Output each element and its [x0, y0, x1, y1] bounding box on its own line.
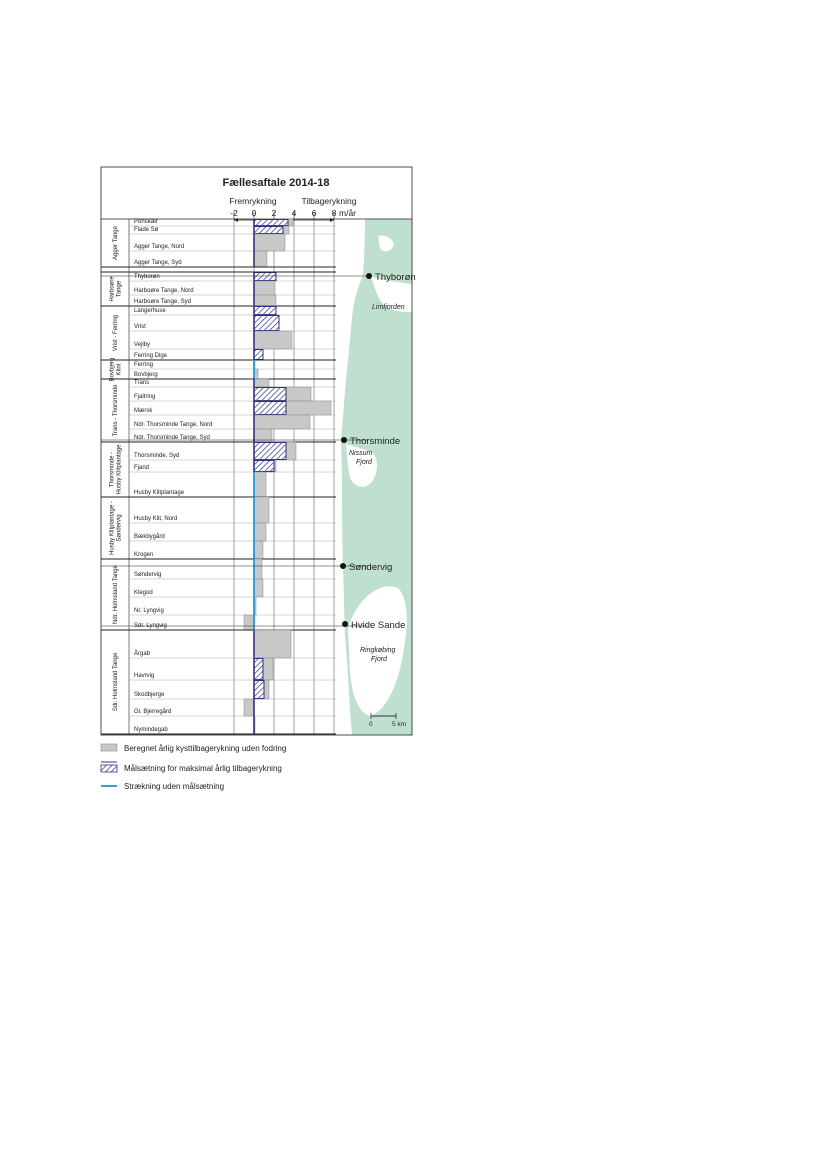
x-tick-label-4: 4: [291, 208, 297, 218]
water-nissum: Nissum: [349, 450, 373, 457]
erosion-bar-krogen: [254, 541, 263, 559]
group-label-line: Tange: [116, 280, 123, 298]
x-tick-label-6: 6: [311, 208, 317, 218]
segment-label-husby-klitplantage: Husby Klitplantage: [134, 490, 185, 496]
segment-label-fjaltring: Fjaltring: [134, 394, 156, 400]
target-bar-skodbjerge: [254, 681, 264, 699]
erosion-bar-agger-tange-nord: [254, 234, 285, 251]
thorsminde-dot: [341, 437, 347, 443]
place-thyboron: Thyborøn: [375, 272, 416, 283]
group-label-line: Husby Klitplantage: [116, 444, 123, 495]
x-tick-label--2: -2: [230, 208, 238, 218]
segment-label-skodbjerge: Skodbjerge: [134, 692, 165, 698]
group-label-line: Agger Tange: [113, 226, 119, 260]
group-label-line: Klint: [116, 363, 123, 376]
group-label-agger-tange: [113, 225, 119, 260]
erosion-bar-argab: [254, 630, 291, 658]
group-label-ndr-holmsland-tange: [113, 564, 119, 624]
place-thorsminde: Thorsminde: [350, 436, 401, 447]
target-bar-maersk: [254, 402, 286, 415]
group-label-bovbjerg-klint: [110, 358, 123, 382]
segment-label-gl-bjerregard: Gl. Bjerregård: [134, 709, 172, 715]
group-label-line: Harboøre: [109, 276, 116, 302]
target-bar-fjaltring: [254, 388, 286, 401]
water-limfjorden: Limfjorden: [372, 304, 405, 311]
segment-label-ferring: Ferring: [134, 362, 154, 368]
segment-label-vejlby: Vejlby: [134, 342, 151, 348]
legend-label-target: Målsætning for maksimal årlig tilbagerykning: [124, 764, 282, 773]
segment-label-flade-so: Flade Sø: [134, 227, 159, 233]
x-unit: m/år: [339, 208, 356, 218]
segment-label-argab: Årgab: [134, 651, 151, 657]
target-bar-fjand: [254, 461, 274, 472]
x-label-left: Fremrykning: [229, 196, 277, 206]
group-label-line: Søndervig: [116, 514, 123, 542]
segment-label-thorsminde-syd: Thorsminde, Syd: [134, 453, 180, 459]
chart-body: [101, 208, 368, 735]
chart-title: Fællesaftale 2014-18: [222, 177, 330, 189]
segment-label-bovbjerg: Bovbjerg: [134, 372, 158, 378]
x-tick-label-2: 2: [271, 208, 277, 218]
place-hvide-sande: Hvide Sande: [351, 620, 406, 631]
erosion-bar-agger-tange-syd: [254, 251, 267, 267]
water-ringkobing: Ringkøbing: [360, 647, 396, 654]
target-bar-langerhuse: [254, 307, 276, 315]
segment-label-ndr-thorsminde-tange-syd: Ndr. Thorsminde Tange, Syd: [134, 435, 210, 441]
erosion-bar-harboore-tange-syd: [254, 295, 276, 306]
place-sondervig: Søndervig: [349, 562, 393, 573]
group-label-sdr-holmsland-tange: [113, 652, 119, 711]
water-nissum-fjord: Fjord: [356, 459, 372, 466]
segment-label-krogen: Krogen: [134, 552, 154, 558]
target-bar-flade-so: [254, 227, 283, 234]
erosion-bar-sondervig: [254, 559, 262, 579]
group-label-harboore-tange: [110, 276, 123, 302]
target-bar-havrvig: [254, 659, 263, 680]
thyboron-dot: [366, 273, 372, 279]
segment-label-husby-klit-nord: Husby Klit, Nord: [134, 516, 178, 522]
erosion-bar-harboore-tange-nord: [254, 281, 275, 295]
hvide-sande-dot: [342, 621, 348, 627]
erosion-bar-klegod: [254, 579, 263, 597]
segment-label-harboore-tange-nord: Harboøre Tange, Nord: [134, 288, 194, 294]
segment-label-agger-tange-syd: Agger Tange, Syd: [134, 260, 182, 266]
erosion-bar-trans: [254, 379, 269, 387]
segment-label-ferring-dige: Ferring Dige: [134, 353, 168, 359]
segment-label-sondervig: Søndervig: [134, 572, 162, 578]
segment-label-ponskaer: Ponskær: [134, 219, 159, 225]
segment-label-nr-lyngvig: Nr. Lyngvig: [134, 608, 164, 614]
group-label-line: Ndr. Holmsland Tange: [113, 565, 119, 624]
group-label-vrist-ferring: [113, 315, 119, 351]
segment-label-ndr-thorsminde-tange-nord: Ndr. Thorsminde Tange, Nord: [134, 422, 213, 428]
target-bar-ferring-dige: [254, 350, 263, 360]
segment-label-nymindegab: Nymindegab: [134, 727, 168, 733]
segment-label-klegod: Klegod: [134, 590, 153, 596]
group-label-line: Trans - Thorsminde: [113, 384, 119, 437]
segment-label-harboore-tange-syd: Harboøre Tange, Syd: [134, 299, 191, 305]
erosion-bar-ndr-thorsminde-tange-nord: [254, 415, 310, 429]
group-label-line: Husby Klitplantage -: [109, 501, 116, 555]
erosion-bar-sdr-lyngvig: [244, 615, 254, 630]
legend-swatch-target: [101, 765, 117, 772]
group-label-trans-thorsminde: [113, 384, 119, 437]
segment-label-trans: Trans: [134, 380, 150, 386]
target-bar-vrist: [254, 316, 279, 331]
segment-label-maersk: Mærsk: [134, 408, 153, 414]
group-label-husby-klitplantage-sondervig: [110, 501, 123, 555]
group-label-line: Thorsminde -: [109, 451, 116, 488]
legend-label-no-target: Strækning uden målsætning: [124, 782, 225, 791]
erosion-bar-vejlby: [254, 331, 292, 349]
erosion-bar-husby-klitplantage: [254, 472, 266, 497]
group-label-line: Vrist - Ferring: [113, 314, 119, 352]
target-bar-ponskaer: [254, 220, 288, 226]
segment-label-vrist: Vrist: [134, 324, 146, 330]
target-bar-thorsminde-syd: [254, 443, 286, 460]
target-bar-thyboron: [254, 273, 276, 281]
erosion-bar-baekbygard: [254, 523, 266, 541]
scale-end: 5 km: [392, 721, 407, 728]
group-label-line: Sdr. Holmsland Tange: [113, 652, 119, 712]
legend: [101, 744, 286, 791]
segment-label-baekbygard: Bækbygård: [134, 534, 165, 540]
legend-swatch-erosion: [101, 744, 117, 751]
group-label-line: Bovbjerg: [109, 357, 116, 382]
group-label-thorsminde-husby-klitplantage: [110, 444, 123, 495]
sondervig-dot: [340, 563, 346, 569]
segment-label-fjand: Fjand: [134, 465, 150, 471]
erosion-bar-husby-klit-nord: [254, 497, 269, 523]
x-tick-label-0: 0: [251, 208, 257, 218]
legend-label-erosion: Beregnet årlig kysttilbagerykning uden fodring: [124, 744, 287, 753]
segment-label-thyboron: Thyborøn: [134, 274, 160, 280]
x-label-right: Tilbagerykning: [301, 196, 357, 206]
scale-zero: 0: [369, 721, 373, 728]
segment-label-langerhuse: Langerhuse: [134, 308, 166, 314]
x-tick-label-8: 8: [331, 208, 337, 218]
water-ringkobing-fjord: Fjord: [371, 656, 387, 663]
erosion-bar-gl-bjerregard: [244, 699, 254, 716]
segment-label-sdr-lyngvig: Sdr. Lyngvig: [134, 623, 167, 629]
segment-label-havrvig: Havrvig: [134, 673, 155, 679]
segment-label-agger-tange-nord: Agger Tange, Nord: [134, 244, 185, 250]
